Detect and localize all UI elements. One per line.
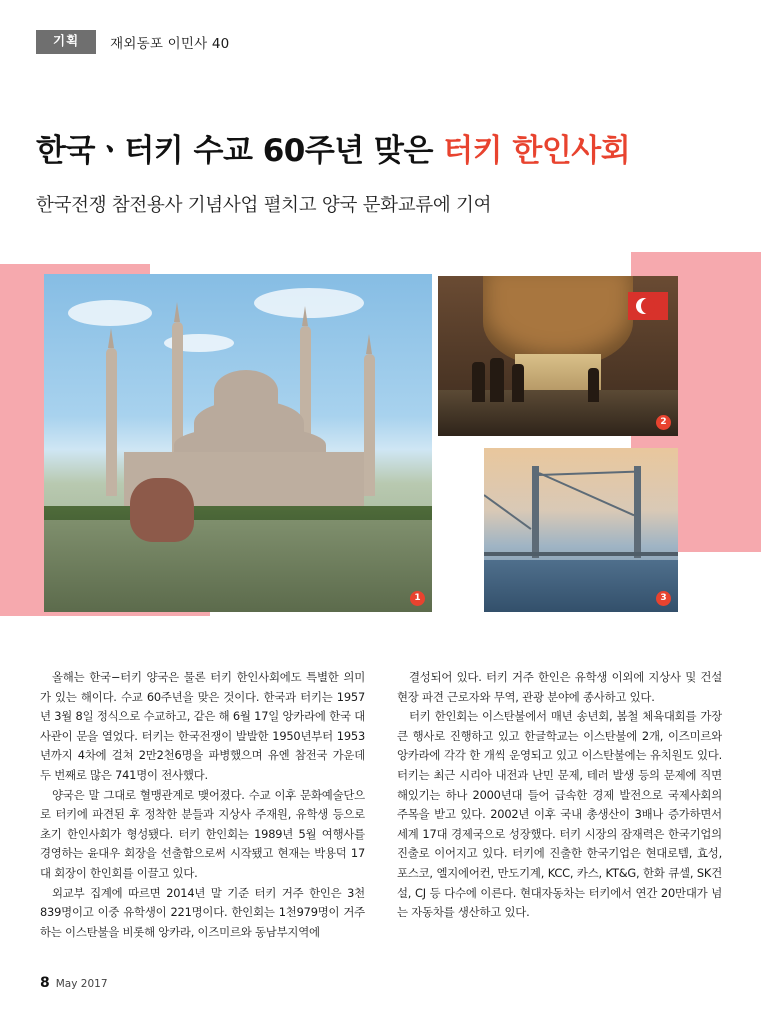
section-badge: 기획 — [36, 30, 96, 54]
title-block — [36, 112, 726, 217]
body-paragraph: 결성되어 있다. 터키 거주 한인은 유학생 이외에 지상사 및 건설현장 파견 근로자와 무역, 관광 분야에 종사하고 있다. — [397, 670, 722, 704]
body-paragraph: 양국은 말 그대로 혈맹관계로 맺어졌다. 수교 이후 문화예술단으로 터키에 파견된 후 정착한 분들과 지상사 주재원, 유학생 등으로 초기 한인사회가 형성됐다. 터키 한인회는 1989년 5월 여행사를 경영하는 윤대우 회장을 선출함으로써 시작됐고 현재는 박용덕 17대 회장이 한인회를 이끌고 있다. — [40, 787, 365, 881]
headline-accent: 터키 한인사회 — [443, 132, 631, 169]
series-label: 재외동포 이민사 40 — [110, 35, 230, 52]
bridge-tower-left — [532, 466, 539, 558]
body-column-left — [40, 668, 365, 943]
page-title — [36, 133, 726, 170]
kicker-row — [36, 30, 229, 54]
photo-collage — [0, 252, 761, 630]
bridge-tower-right — [634, 466, 641, 558]
body-paragraph: 터키 한인회는 이스탄불에서 매년 송년회, 봄철 체육대회를 가장 큰 행사로 진행하고 있고 한글학교는 이스탄불에 2개, 이즈미르와 앙카라에 각각 한 개씩 운영되고 있고 이스탄불에는 유치원도 있다. 터키는 최근 시리아 내전과 난민 문제, 테러 발생 등의 문제에 직면해있기는 하나 2000년대 들어 급속한 경제 발전으로 국제사회의 주목을 받고 있다. 2002년 이후 국내 총생산이 3배나 증가하면서 세계 17대 경제국으로 성장했다. 터키 시장의 잠재력은 한국기업의 진출로 이어지고 있다. 터키에 진출한 한국기업은 현대로템, 효성, 포스코, 엘지에어컨, 만도기계, KCC, 카스, KT&G, 한화 큐셀, SK건설, CJ 등 다수에 이른다. 현대자동차는 터키에서 연간 20만대가 넘는 자동차를 생산하고 있다. — [397, 709, 722, 920]
body-paragraph: 올해는 한국−터키 양국은 물론 터키 한인사회에도 특별한 의미가 있는 해이다. 수교 60주년을 맞은 것이다. 한국과 터키는 1957년 3월 8일 정식으로 수교하고, 같은 해 6월 17일 앙카라에 한국 대사관이 문을 열었다. 터키는 한국전쟁이 발발한 1950년부터 1953년까지 4차에 걸쳐 2만2천6명을 파병했으며 유엔 참전국 가운데 두 번째로 많은 741명이 전사했다. — [40, 670, 365, 783]
page-footer — [40, 975, 108, 991]
page-subtitle: 한국전쟁 참전용사 기념사업 펼치고 양국 문화교류에 기여 — [36, 194, 492, 216]
photo-number-badge: 3 — [656, 591, 671, 606]
mosque-illustration — [44, 274, 432, 612]
page-number: 8 — [40, 975, 50, 991]
issue-label: May 2017 — [55, 978, 108, 990]
body-paragraph: 외교부 집계에 따르면 2014년 말 기준 터키 거주 한인은 3천839명이고 이중 유학생이 221명이다. 한인회는 1천979명이 거주하는 이스탄불을 비롯해 앙카라, 이즈미르와 동남부지역에 — [40, 885, 365, 939]
photo-number-badge: 1 — [410, 591, 425, 606]
bridge-water — [484, 560, 678, 612]
bridge-deck — [484, 552, 678, 556]
headline-main: 한국ㆍ터키 수교 60주년 맞은 — [36, 132, 444, 169]
article-body — [40, 668, 722, 943]
bosphorus-bridge-photo — [484, 448, 678, 612]
blue-mosque-photo — [44, 274, 432, 612]
grand-bazaar-photo — [438, 276, 678, 436]
body-column-right — [397, 668, 722, 943]
turkish-flag-icon — [628, 292, 668, 320]
photo-number-badge: 2 — [656, 415, 671, 430]
